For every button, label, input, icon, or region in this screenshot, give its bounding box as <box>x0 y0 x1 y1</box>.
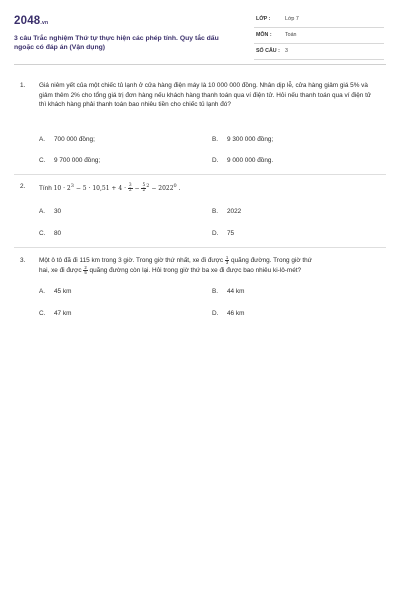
question-divider <box>14 174 386 175</box>
fraction <box>225 256 229 265</box>
meta-label: SỐ CÂU : <box>256 48 280 54</box>
exponent: 2 <box>146 183 150 189</box>
page-title: 3 câu Trắc nghiệm Thứ tự thực hiện các phép tính. Quy tắc dấu ngoặc có đáp án (Vận dụng) <box>14 35 219 51</box>
expr-part: 10 · 2 <box>53 185 71 192</box>
expr-part: − 2022 <box>149 185 174 192</box>
question-1 <box>14 81 386 121</box>
logo-text: 2048 <box>14 15 41 27</box>
numerator: 5 <box>142 183 146 188</box>
option-c[interactable] <box>39 230 61 237</box>
meta-label: MÔN : <box>256 32 272 38</box>
text-part: hai, xe đi được <box>39 266 82 274</box>
expr-part: . <box>176 185 181 192</box>
denominator: 2 <box>128 188 132 193</box>
site-logo[interactable] <box>14 15 48 27</box>
exponent: 3 <box>70 183 74 189</box>
option-b[interactable] <box>212 288 244 295</box>
option-text: 46 km <box>227 310 245 317</box>
question-text <box>39 182 380 194</box>
option-c[interactable] <box>39 310 71 317</box>
meta-box <box>254 12 384 60</box>
option-b[interactable] <box>212 208 241 215</box>
option-text: 9 300 000 đồng; <box>227 136 274 143</box>
denominator: 5 <box>84 269 87 275</box>
meta-row-count <box>254 44 384 60</box>
option-text: 44 km <box>227 288 245 295</box>
numerator: 2 <box>84 264 87 270</box>
logo-suffix: .vn <box>40 20 49 26</box>
option-letter: A. <box>39 288 46 295</box>
question-3 <box>14 256 386 278</box>
option-letter: B. <box>212 208 219 215</box>
option-letter: D. <box>212 230 219 237</box>
question-line <box>39 256 380 266</box>
text-part: quãng đường còn lại. Hỏi trong giờ thứ ba xe đi được bao nhiêu ki-lô-mét? <box>89 266 302 274</box>
option-text: 45 km <box>54 288 72 295</box>
meta-value: Lớp 7 <box>285 16 299 22</box>
question-number: 2. <box>20 183 26 190</box>
option-a[interactable] <box>39 136 95 143</box>
option-letter: C. <box>39 230 46 237</box>
option-d[interactable] <box>212 230 234 237</box>
option-text: 30 <box>54 208 62 215</box>
question-number: 1. <box>20 82 26 89</box>
option-a[interactable] <box>39 208 61 215</box>
option-c[interactable] <box>39 157 100 164</box>
option-letter: D. <box>212 310 219 317</box>
option-text: 75 <box>227 230 235 237</box>
option-b[interactable] <box>212 136 273 143</box>
meta-label: LỚP : <box>256 16 271 22</box>
option-letter: A. <box>39 136 46 143</box>
question-line <box>39 266 380 276</box>
denominator: 2 <box>142 188 146 193</box>
option-text: 47 km <box>54 310 72 317</box>
text-part: quãng đường. Trong giờ thứ <box>231 257 312 265</box>
option-text: 9 000 000 đồng. <box>227 157 274 164</box>
denominator: 3 <box>225 260 229 265</box>
option-a[interactable] <box>39 288 71 295</box>
exponent: 0 <box>173 183 177 189</box>
question-prefix: Tính <box>39 185 52 192</box>
fraction <box>83 266 87 275</box>
numerator: 1 <box>225 255 229 260</box>
option-text: 2022 <box>227 208 242 215</box>
meta-value: 3 <box>285 48 288 54</box>
question-2 <box>14 182 386 194</box>
question-divider <box>14 247 386 248</box>
text-part: Một ô tô đã đi 115 km trong 3 giờ. Trong giờ thứ nhất, xe đi được <box>39 257 224 265</box>
option-d[interactable] <box>212 310 244 317</box>
option-text: 700 000 đồng; <box>54 136 95 143</box>
option-letter: A. <box>39 208 46 215</box>
question-number: 3. <box>20 257 26 264</box>
option-letter: C. <box>39 310 46 317</box>
header-divider <box>14 64 386 65</box>
math-expression <box>54 185 181 192</box>
expr-part: − <box>132 185 142 192</box>
option-text: 80 <box>54 230 62 237</box>
meta-value: Toán <box>285 32 297 38</box>
question-text <box>39 256 380 276</box>
option-text: 9 700 000 đồng; <box>54 157 101 164</box>
meta-row-class <box>254 12 384 28</box>
meta-row-subject <box>254 28 384 44</box>
numerator: 3 <box>128 183 132 188</box>
option-d[interactable] <box>212 157 273 164</box>
option-letter: B. <box>212 288 219 295</box>
expr-part: − 5 · 10,51 + 4 · <box>73 185 128 192</box>
option-letter: D. <box>212 157 219 164</box>
option-letter: C. <box>39 157 46 164</box>
option-letter: B. <box>212 136 219 143</box>
question-text: Giá niêm yết của một chiếc tủ lạnh ở cửa hàng điện máy là 10 000 000 đồng. Nhân dịp lễ, cửa hàng giảm giá 5% và giảm thêm 2% cho tổng giá trị đơn hàng nếu khách hàng thanh toán qua ví điện tử. Hỏi nếu thanh toán qua ví điện tử thì khách hàng phải thanh toán bao nhiêu tiền cho chiếc tủ lạnh đó? <box>39 82 372 109</box>
